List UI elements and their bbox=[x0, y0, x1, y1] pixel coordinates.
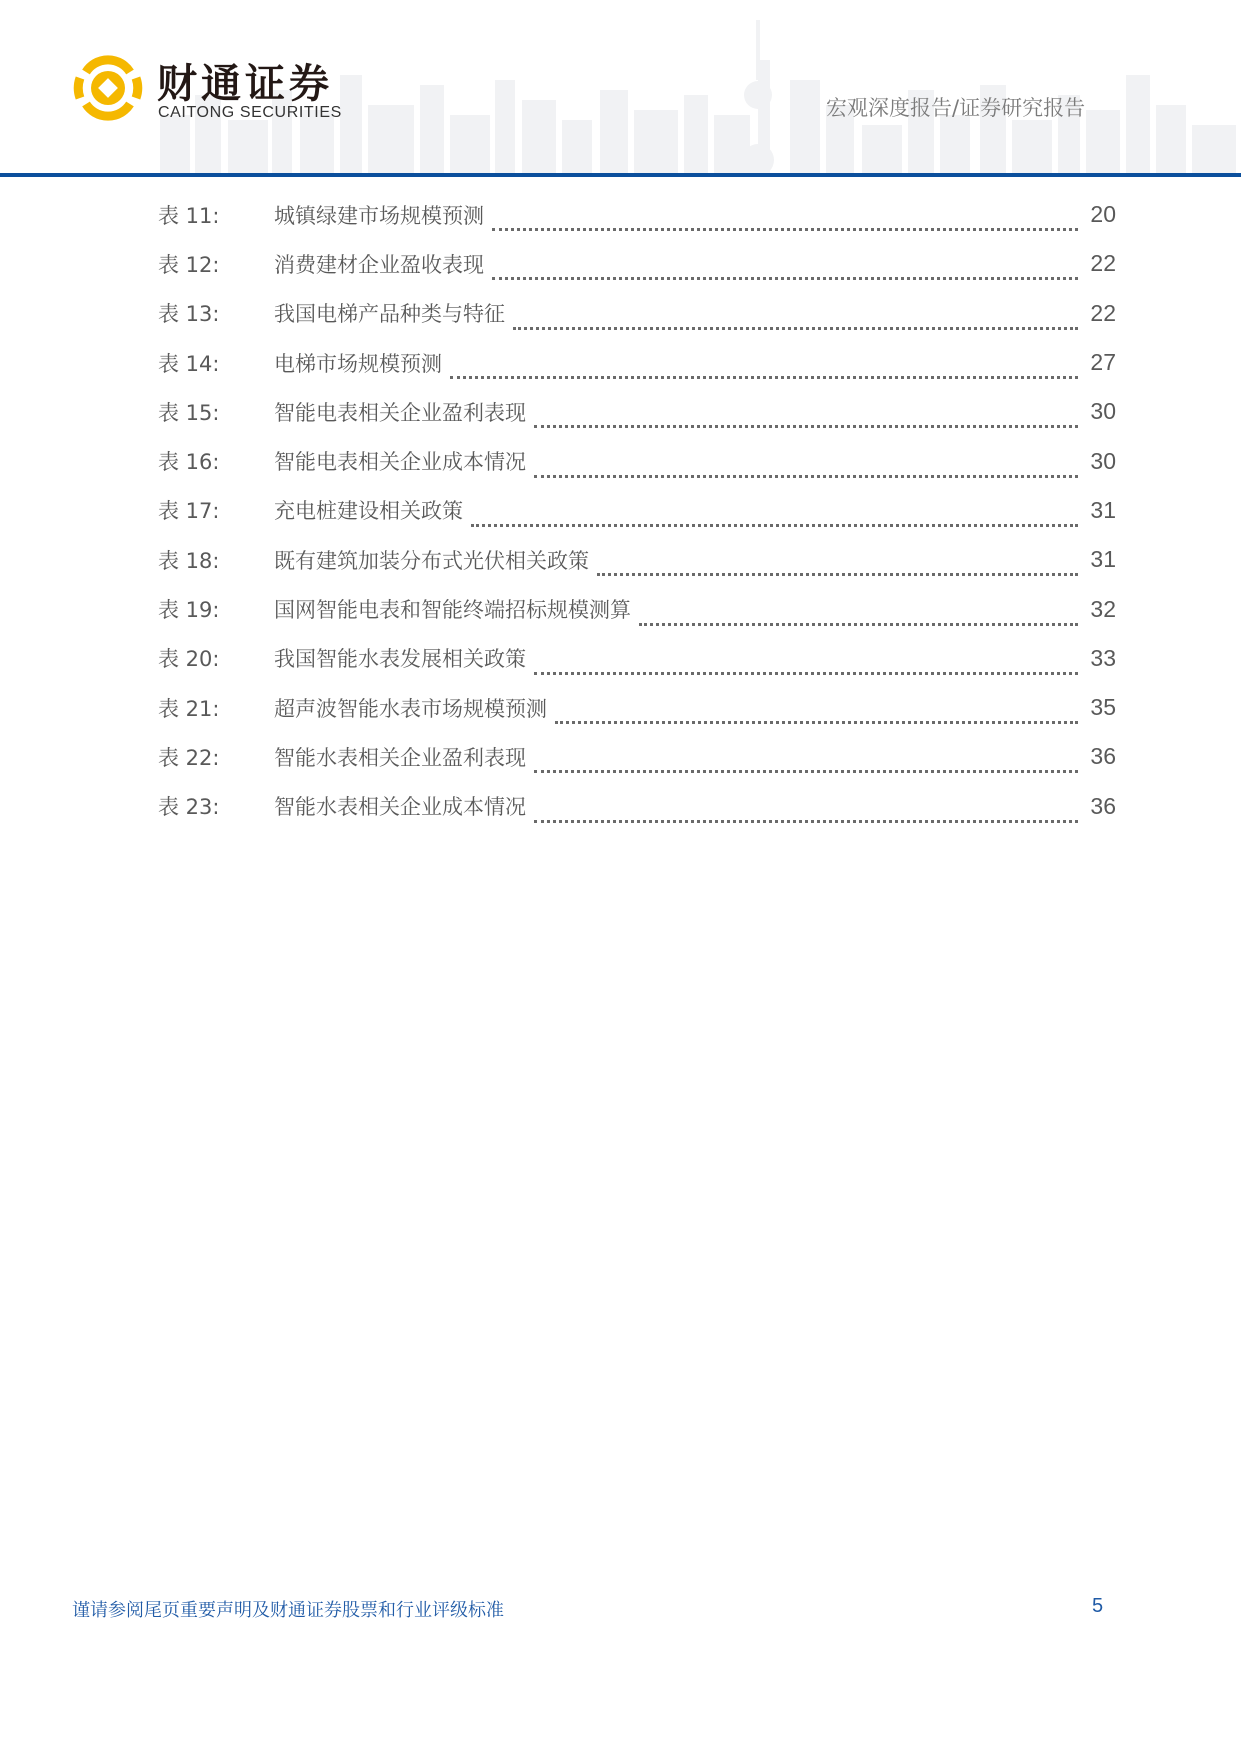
toc-entry[interactable] bbox=[158, 732, 1116, 781]
toc-page: 22 bbox=[1090, 299, 1116, 326]
table-of-contents bbox=[158, 190, 1116, 831]
toc-label: 表 17: bbox=[158, 499, 220, 524]
dot-leader bbox=[450, 352, 1078, 379]
dot-leader bbox=[597, 549, 1078, 576]
toc-title: 智能水表相关企业盈利表现 bbox=[274, 745, 526, 770]
toc-title: 国网智能电表和智能终端招标规模测算 bbox=[274, 598, 631, 623]
toc-page: 22 bbox=[1090, 250, 1116, 277]
toc-entry[interactable] bbox=[158, 782, 1116, 831]
dot-leader bbox=[555, 697, 1078, 724]
page-number: 5 bbox=[1092, 1595, 1104, 1617]
toc-entry[interactable] bbox=[158, 239, 1116, 288]
toc-title: 消费建材企业盈收表现 bbox=[274, 252, 484, 277]
toc-entry[interactable] bbox=[158, 634, 1116, 683]
dot-leader bbox=[534, 648, 1078, 675]
toc-label: 表 18: bbox=[158, 548, 220, 573]
dot-leader bbox=[471, 500, 1078, 527]
toc-entry[interactable] bbox=[158, 190, 1116, 239]
toc-page: 27 bbox=[1090, 349, 1116, 376]
dot-leader bbox=[492, 253, 1078, 280]
toc-title: 智能电表相关企业成本情况 bbox=[274, 450, 526, 475]
toc-page: 30 bbox=[1090, 447, 1116, 474]
dot-leader bbox=[534, 796, 1078, 823]
toc-title: 我国电梯产品种类与特征 bbox=[274, 302, 505, 327]
toc-label: 表 14: bbox=[158, 351, 220, 376]
toc-title: 我国智能水表发展相关政策 bbox=[274, 647, 526, 672]
dot-leader bbox=[492, 204, 1078, 231]
dot-leader bbox=[639, 599, 1078, 626]
toc-title: 城镇绿建市场规模预测 bbox=[274, 203, 484, 228]
toc-page: 36 bbox=[1090, 792, 1116, 819]
toc-entry[interactable] bbox=[158, 387, 1116, 436]
toc-label: 表 16: bbox=[158, 450, 220, 475]
toc-label: 表 20: bbox=[158, 647, 220, 672]
toc-entry[interactable] bbox=[158, 436, 1116, 485]
toc-page: 31 bbox=[1090, 546, 1116, 573]
toc-entry[interactable] bbox=[158, 535, 1116, 584]
dot-leader bbox=[513, 303, 1078, 330]
toc-entry[interactable] bbox=[158, 584, 1116, 633]
dot-leader bbox=[534, 746, 1078, 773]
toc-label: 表 23: bbox=[158, 795, 220, 820]
caitong-coin-logo-icon bbox=[70, 50, 146, 126]
toc-label: 表 19: bbox=[158, 598, 220, 623]
toc-page: 31 bbox=[1090, 496, 1116, 523]
brand-name-en: CAITONG SECURITIES bbox=[158, 104, 342, 121]
footer-disclaimer: 谨请参阅尾页重要声明及财通证券股票和行业评级标准 bbox=[72, 1600, 504, 1621]
toc-title: 智能电表相关企业盈利表现 bbox=[274, 400, 526, 425]
page-header bbox=[0, 0, 1241, 178]
toc-label: 表 21: bbox=[158, 696, 220, 721]
toc-label: 表 12: bbox=[158, 252, 220, 277]
toc-page: 33 bbox=[1090, 644, 1116, 671]
toc-page: 20 bbox=[1090, 201, 1116, 228]
toc-page: 36 bbox=[1090, 743, 1116, 770]
toc-page: 30 bbox=[1090, 398, 1116, 425]
dot-leader bbox=[534, 401, 1078, 428]
dot-leader bbox=[534, 451, 1078, 478]
toc-title: 充电桩建设相关政策 bbox=[274, 499, 463, 524]
report-type-label: 宏观深度报告/证券研究报告 bbox=[826, 96, 1086, 120]
toc-label: 表 22: bbox=[158, 745, 220, 770]
toc-label: 表 11: bbox=[158, 203, 220, 228]
toc-entry[interactable] bbox=[158, 289, 1116, 338]
toc-title: 超声波智能水表市场规模预测 bbox=[274, 696, 547, 721]
toc-page: 32 bbox=[1090, 595, 1116, 622]
toc-entry[interactable] bbox=[158, 486, 1116, 535]
toc-entry[interactable] bbox=[158, 338, 1116, 387]
toc-page: 35 bbox=[1090, 694, 1116, 721]
toc-label: 表 13: bbox=[158, 302, 220, 327]
toc-title: 电梯市场规模预测 bbox=[274, 351, 442, 376]
header-divider bbox=[0, 173, 1241, 177]
toc-label: 表 15: bbox=[158, 400, 220, 425]
toc-entry[interactable] bbox=[158, 683, 1116, 732]
brand-name-cn: 财通证券 bbox=[157, 60, 333, 107]
toc-title: 智能水表相关企业成本情况 bbox=[274, 795, 526, 820]
toc-title: 既有建筑加装分布式光伏相关政策 bbox=[274, 548, 589, 573]
